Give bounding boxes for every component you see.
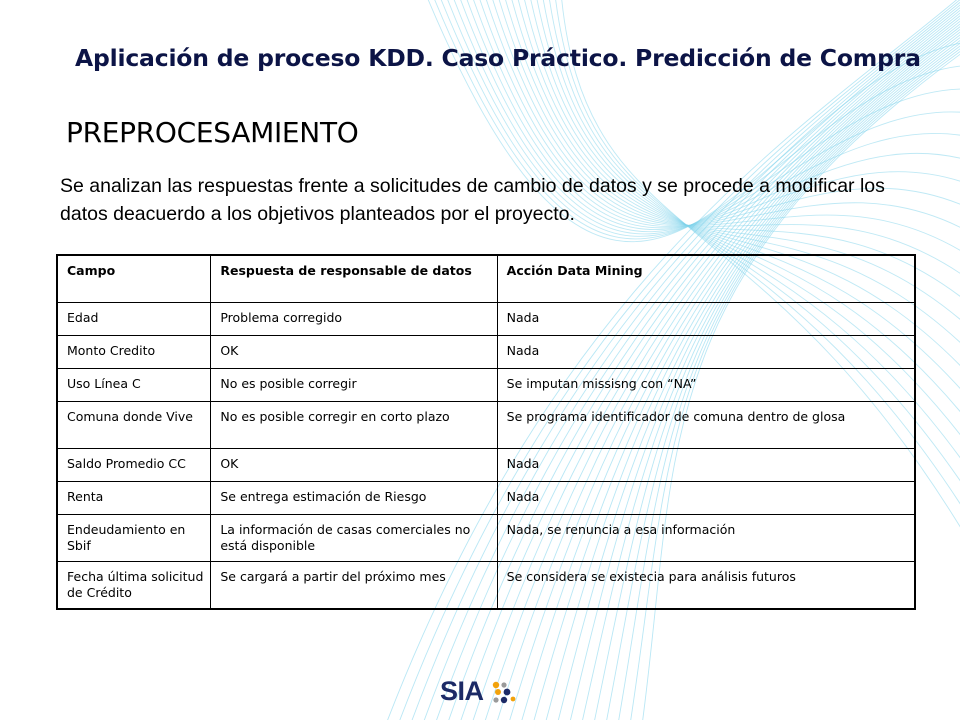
logo-dot	[501, 697, 507, 703]
table-row	[57, 336, 915, 369]
header-accion: Acción Data Mining	[497, 255, 915, 303]
table-row	[57, 402, 915, 449]
cell-respuesta: Se cargará a partir del próximo mes	[211, 562, 497, 610]
cell-respuesta: OK	[211, 336, 497, 369]
cell-accion: Nada	[497, 303, 915, 336]
cell-accion: Se considera se existecia para análisis futuros	[497, 562, 915, 610]
table-header-row	[57, 255, 915, 303]
header-respuesta: Respuesta de responsable de datos	[211, 255, 497, 303]
cell-accion: Nada	[497, 449, 915, 482]
sia-logo	[440, 676, 520, 710]
cell-respuesta: OK	[211, 449, 497, 482]
cell-accion: Nada, se renuncia a esa información	[497, 515, 915, 562]
logo-dot	[495, 689, 501, 695]
cell-accion: Se programa identificador de comuna dentro de glosa	[497, 402, 915, 449]
table-row	[57, 369, 915, 402]
table-row	[57, 562, 915, 610]
logo-dot	[493, 682, 499, 688]
cell-respuesta: No es posible corregir en corto plazo	[211, 402, 497, 449]
table-row	[57, 303, 915, 336]
cell-respuesta: La información de casas comerciales no está disponible	[211, 515, 497, 562]
cell-campo: Endeudamiento en Sbif	[57, 515, 211, 562]
logo-dot	[501, 682, 506, 687]
table-row	[57, 482, 915, 515]
cell-campo: Saldo Promedio CC	[57, 449, 211, 482]
cell-campo: Renta	[57, 482, 211, 515]
logo-dot	[511, 697, 516, 702]
cell-respuesta: No es posible corregir	[211, 369, 497, 402]
cell-accion: Nada	[497, 482, 915, 515]
header-campo: Campo	[57, 255, 211, 303]
logo-dot	[493, 697, 498, 702]
cell-campo: Comuna donde Vive	[57, 402, 211, 449]
cell-accion: Se imputan missisng con “NA”	[497, 369, 915, 402]
preprocessing-table	[56, 254, 916, 610]
cell-respuesta: Problema corregido	[211, 303, 497, 336]
cell-campo: Uso Línea C	[57, 369, 211, 402]
cell-campo: Monto Credito	[57, 336, 211, 369]
logo-dot	[504, 689, 511, 696]
cell-respuesta: Se entrega estimación de Riesgo	[211, 482, 497, 515]
table-row	[57, 449, 915, 482]
slide-title: Aplicación de proceso KDD. Caso Práctico. Predicción de Compra	[75, 44, 921, 72]
table-row	[57, 515, 915, 562]
cell-accion: Nada	[497, 336, 915, 369]
cell-campo: Edad	[57, 303, 211, 336]
logo-text: SIA	[440, 676, 484, 706]
section-heading: PREPROCESAMIENTO	[66, 116, 359, 149]
cell-campo: Fecha última solicitud de Crédito	[57, 562, 211, 610]
intro-paragraph: Se analizan las respuestas frente a solicitudes de cambio de datos y se procede a modificar los datos deacuerdo a los objetivos planteados por el proyecto.	[60, 175, 885, 225]
logo-dots-icon	[490, 680, 518, 706]
